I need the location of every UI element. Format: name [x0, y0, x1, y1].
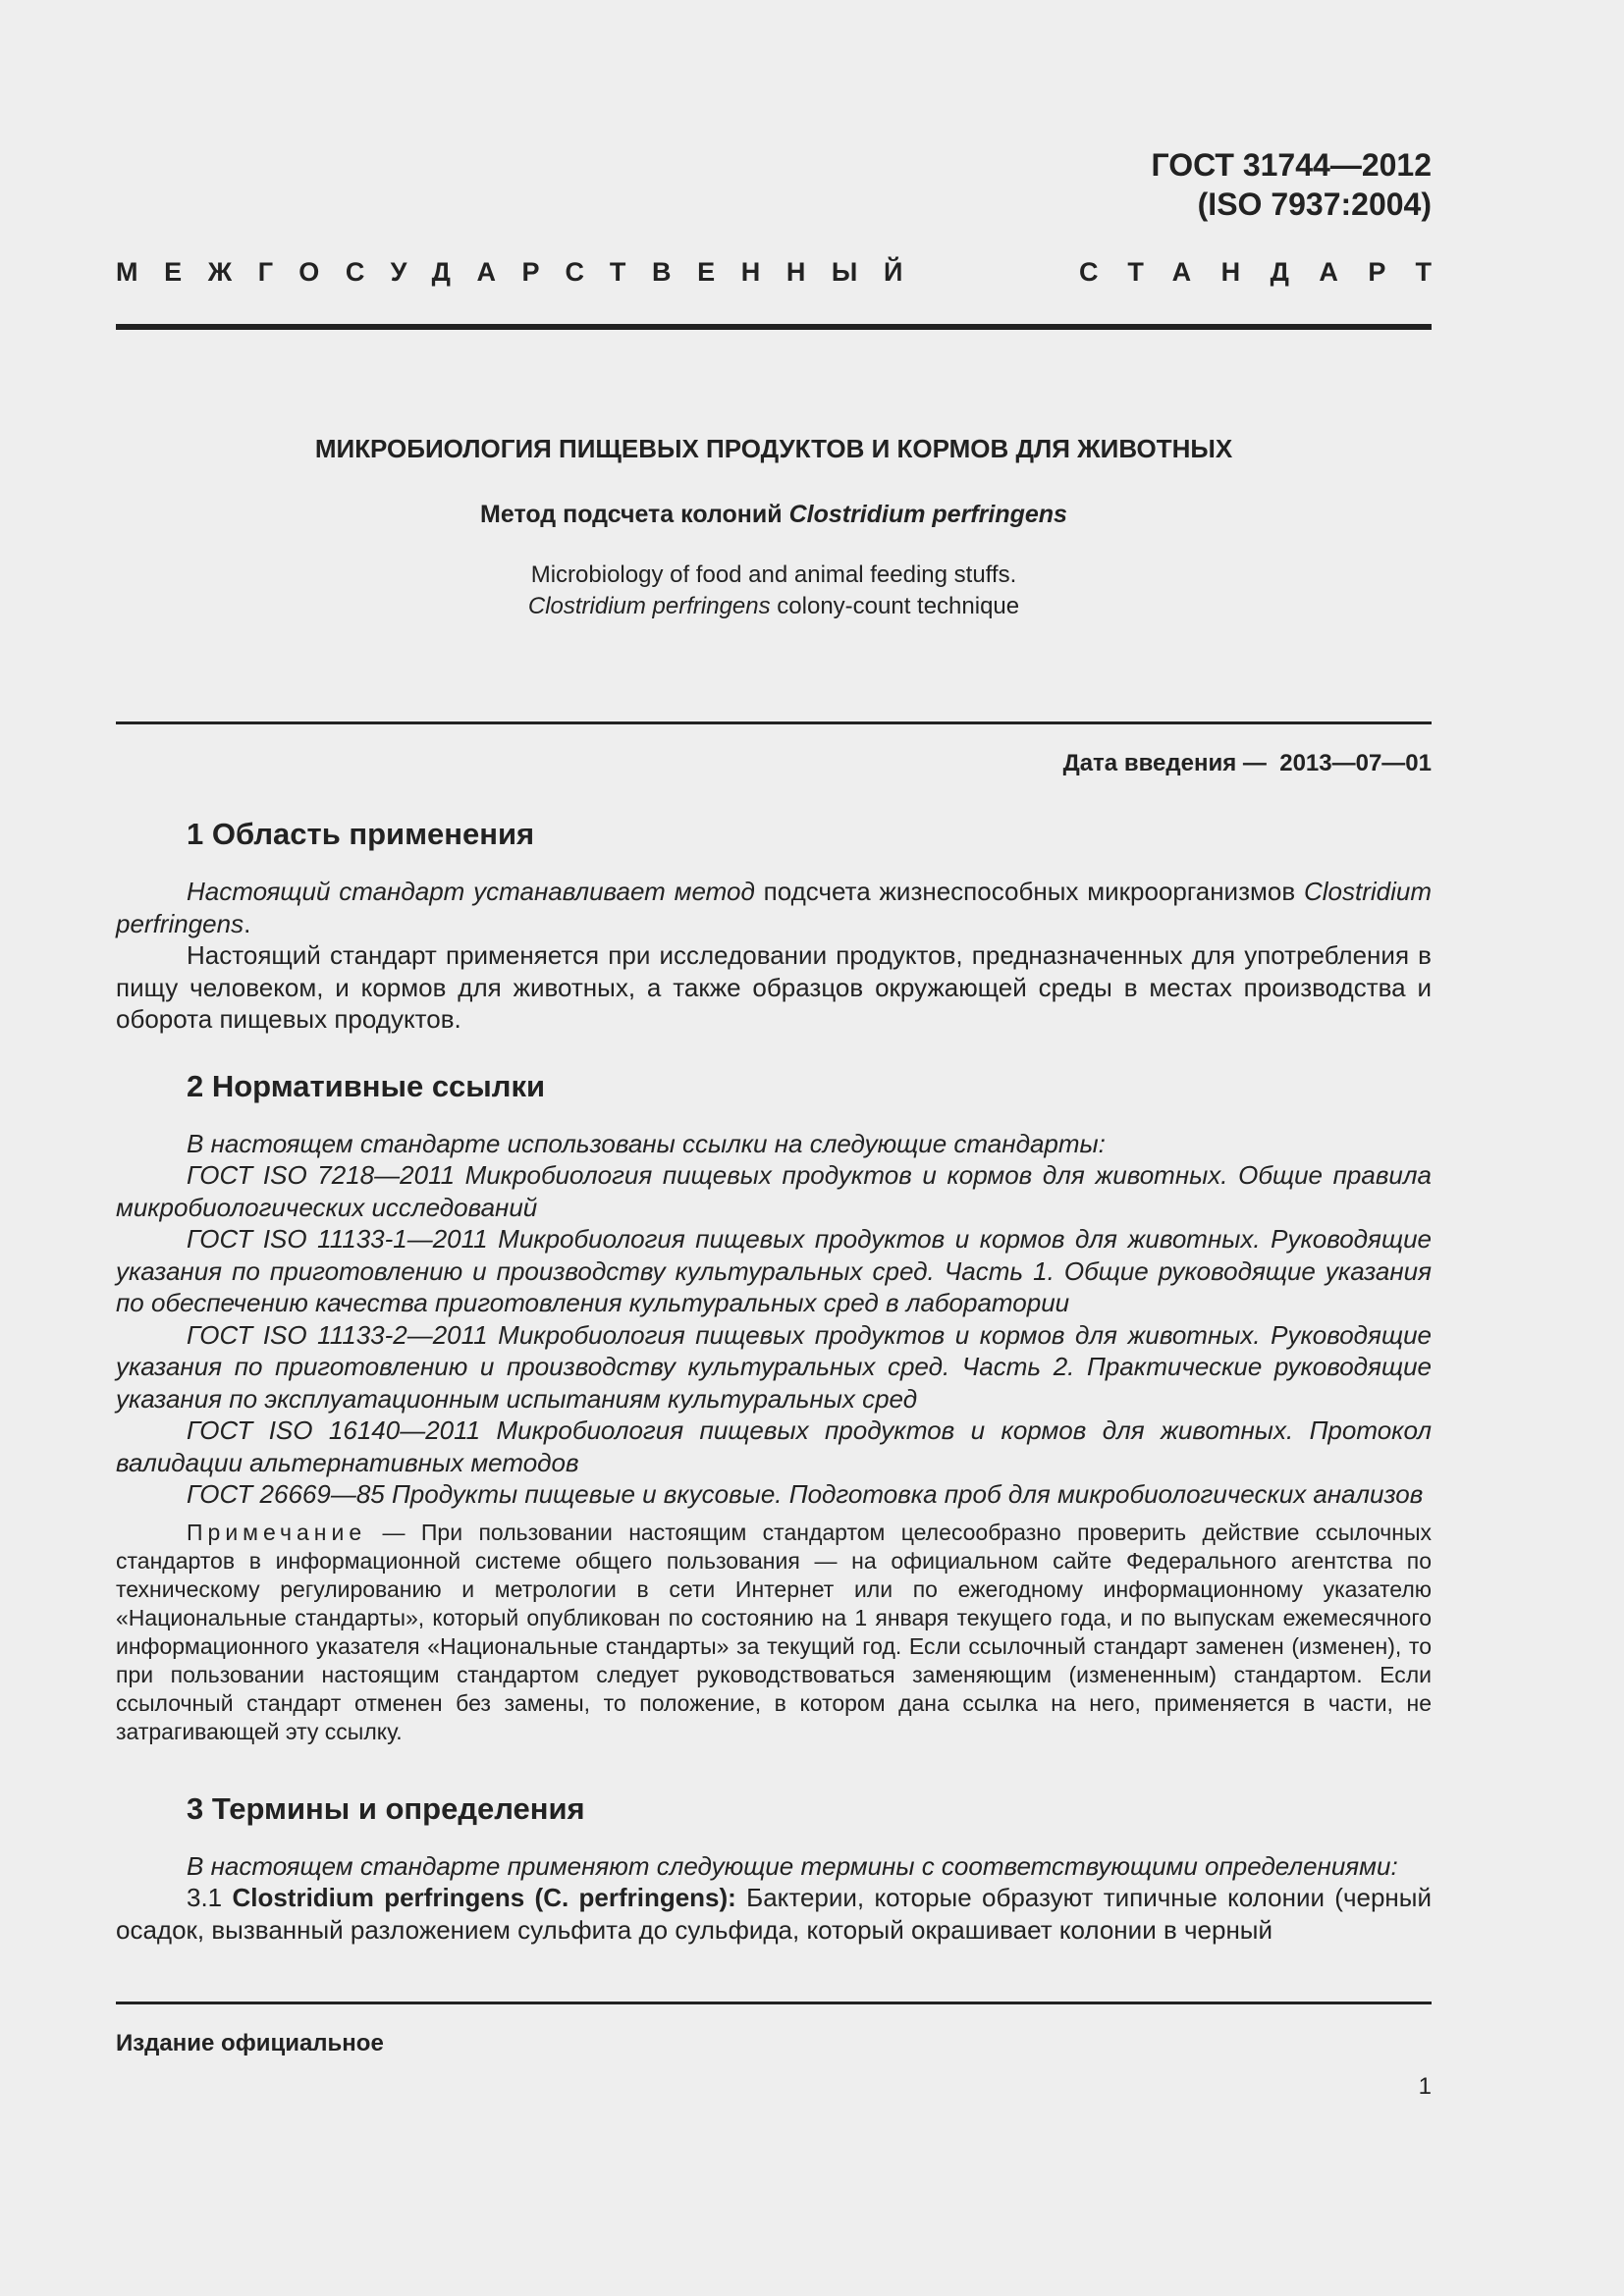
section2-intro: В настоящем стандарте использованы ссылки на следующие стандарты:: [187, 1128, 1106, 1158]
section1-p1-text: подсчета жизнеспособных микроорганизмов: [754, 877, 1304, 906]
header-divider: [116, 324, 1432, 330]
term-definition: [116, 1882, 1432, 1946]
term-number: 3.1: [187, 1883, 233, 1912]
english-title-rest: colony-count technique: [770, 593, 1020, 619]
term-name: Clostridium perfringens (C. perfringens):: [232, 1883, 736, 1912]
document-title: МИКРОБИОЛОГИЯ ПИЩЕВЫХ ПРОДУКТОВ И КОРМОВ ДЛЯ ЖИВОТНЫХ: [314, 434, 1233, 463]
section2-heading: 2 Нормативные ссылки: [187, 1068, 546, 1103]
section3-heading: 3 Термины и определения: [187, 1790, 585, 1826]
section1-paragraph2: Настоящий стандарт применяется при исследовании продуктов, предназначенных для употребления в пищу человеком, и кормов для животных, а также образцов окружающей среды в местах производства и оборота пищевых продуктов.: [116, 940, 1432, 1034]
gost-number: ГОСТ 31744—2012: [1151, 147, 1432, 183]
reference-item: ГОСТ ISO 16140—2011 Микробиология пищевых продуктов и кормов для животных. Протокол валидации альтернативных методов: [116, 1415, 1432, 1477]
reference-item: ГОСТ ISO 11133-1—2011 Микробиология пищевых продуктов и кормов для животных. Руководящие указания по приготовлению и производству культуральных сред. Часть 1. Общие руководящие указания по обеспечению качества приготовления культуральных сред в лаборатории: [116, 1224, 1432, 1317]
english-title-organism: Clostridium perfringens: [527, 593, 771, 619]
english-title-line1: Microbiology of food and animal feeding stuffs.: [530, 561, 1017, 588]
introduction-date-value: 2013—07—01: [1279, 750, 1432, 776]
document-subtitle: [116, 501, 1432, 529]
reference-item: ГОСТ ISO 7218—2011 Микробиология пищевых продуктов и кормов для животных. Общие правила микробиологических исследований: [116, 1160, 1432, 1222]
subtitle-organism: Clostridium perfringens: [788, 501, 1067, 528]
page-number: 1: [1418, 2073, 1432, 2100]
standard-type-word2: СТАНДАРТ: [1079, 257, 1462, 287]
section1-p1-organism: Clostridium perfringens: [116, 877, 1432, 938]
english-title-line2: [116, 591, 1432, 622]
subtitle-prefix: Метод подсчета колоний: [480, 501, 789, 528]
section1-p1-end: .: [244, 908, 251, 938]
section1-paragraph1: [116, 876, 1432, 939]
document-body: [116, 815, 1432, 1946]
introduction-date-label: Дата введения —: [1062, 750, 1267, 776]
footer-divider: [116, 2002, 1432, 2004]
section2-note: [116, 1519, 1432, 1746]
edition-label: Издание официальное: [116, 2030, 384, 2056]
standard-number-block: [1151, 145, 1432, 224]
section1-heading: 1 Область применения: [187, 817, 535, 851]
reference-item: ГОСТ 26669—85 Продукты пищевые и вкусовые. Подготовка проб для микробиологических анализов: [187, 1479, 1424, 1509]
reference-item: ГОСТ ISO 11133-2—2011 Микробиология пищевых продуктов и кормов для животных. Руководящие указания по приготовлению и производству культуральных сред. Часть 2. Практические руководящие указания по эксплуатационным испытаниям культуральных сред: [116, 1319, 1432, 1414]
section1-p1-italic: Настоящий стандарт устанавливает метод: [187, 877, 755, 906]
standard-type-word1: МЕЖГОСУДАРСТВЕННЫЙ: [116, 257, 929, 287]
standard-type-heading: [116, 257, 1462, 288]
introduction-date: [1063, 750, 1432, 777]
note-text: — При пользовании настоящим стандартом целесообразно проверить действие ссылочных стандартов в информационной системе общего пользования — на официальном сайте Федерального агентства по техническому регулированию и метрологии в сети Интернет или по ежегодному информационному указателю «Национальные стандарты», который опубликован по состоянию на 1 января текущего года, и по выпускам ежемесячного информационного указателя «Национальные стандарты» за текущий год. Если ссылочный стандарт заменен (изменен), то при пользовании настоящим стандартом следует руководствоваться заменяющим (измененным) стандартом. Если ссылочный стандарт отменен без замены, то положение, в котором дана ссылка на него, применяется в части, не затрагивающей эту ссылку.: [116, 1519, 1432, 1744]
section3-intro: В настоящем стандарте применяют следующие термины с соответствующими определениями:: [187, 1850, 1398, 1881]
term-text: Бактерии, которые образуют типичные колонии (черный осадок, вызванный разложением сульфита до сульфида, который окрашивает колонии в черный: [116, 1883, 1432, 1945]
iso-number: (ISO 7937:2004): [1197, 187, 1432, 222]
title-divider: [116, 721, 1432, 724]
note-label: Примечание: [187, 1519, 367, 1545]
english-title: [116, 560, 1432, 622]
